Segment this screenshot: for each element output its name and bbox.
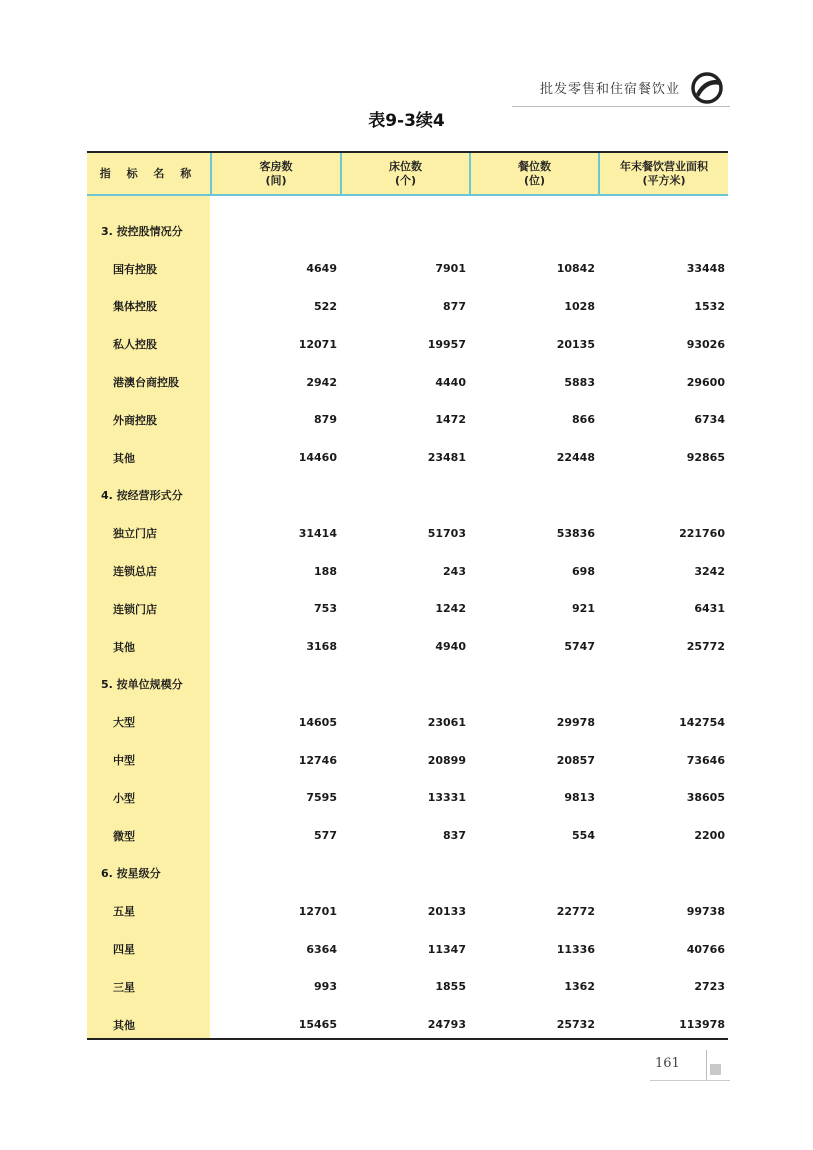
row-label: 连锁总店 [113,565,157,579]
table-bottom-rule [87,1038,728,1040]
row-label: 连锁门店 [113,602,157,616]
value-cell: 221760 [679,526,725,540]
section-label: 6. 按星级分 [101,867,161,881]
value-cell: 5747 [564,640,595,654]
value-cell: 3242 [694,564,725,578]
header-seats: 餐位数 (位) [469,153,598,196]
value-cell: 6431 [694,602,725,616]
value-cell: 51703 [427,526,466,540]
value-cell: 22772 [556,904,595,918]
value-cell: 24793 [427,1018,466,1032]
row-label: 大型 [113,716,135,730]
value-cell: 10842 [556,262,595,276]
value-cell: 25732 [556,1018,595,1032]
table-row [87,817,728,855]
row-label: 国有控股 [113,262,157,276]
value-cell: 6734 [694,413,725,427]
header-rooms: 客房数 (间) [210,153,340,196]
row-label: 小型 [113,791,135,805]
row-label: 外商控股 [113,413,157,427]
value-cell: 921 [572,602,595,616]
section-label: 4. 按经营形式分 [101,489,183,503]
value-cell: 22448 [556,451,595,465]
value-cell: 14460 [298,451,337,465]
value-cell: 4440 [435,375,466,389]
value-cell: 866 [572,413,595,427]
value-cell: 243 [443,564,466,578]
value-cell: 29600 [686,375,725,389]
value-cell: 837 [443,829,466,843]
value-cell: 31414 [298,526,337,540]
value-cell: 9813 [564,791,595,805]
table-row [87,741,728,779]
row-label: 五星 [113,905,135,919]
value-cell: 20857 [556,753,595,767]
page-number: 161 [655,1056,680,1071]
row-label: 其他 [113,1018,135,1032]
value-cell: 1532 [694,299,725,313]
value-cell: 11347 [427,942,466,956]
value-cell: 1362 [564,980,595,994]
row-label: 集体控股 [113,300,157,314]
table-row [87,590,728,628]
header-beds: 床位数 (个) [340,153,469,196]
value-cell: 12701 [298,904,337,918]
value-cell: 554 [572,829,595,843]
value-cell: 14605 [298,715,337,729]
value-cell: 2200 [694,829,725,843]
value-cell: 53836 [556,526,595,540]
stats-logo-icon [690,72,724,104]
section-name: 批发零售和住宿餐饮业 [540,82,681,97]
table-row [87,363,728,401]
table-row [87,628,728,666]
value-cell: 1028 [564,299,595,313]
table-row [87,288,728,326]
section-row [87,477,728,515]
value-cell: 12746 [298,753,337,767]
table-header [87,153,728,196]
row-label: 中型 [113,754,135,768]
table-row [87,514,728,552]
table-row [87,250,728,288]
value-cell: 113978 [679,1018,725,1032]
row-label: 微型 [113,829,135,843]
value-cell: 73646 [686,753,725,767]
value-cell: 1242 [435,602,466,616]
value-cell: 4940 [435,640,466,654]
section-label: 5. 按单位规模分 [101,678,183,692]
value-cell: 20133 [427,904,466,918]
value-cell: 6364 [306,942,337,956]
row-label: 港澳台商控股 [113,376,179,390]
row-label: 四星 [113,943,135,957]
row-label: 其他 [113,640,135,654]
table-row [87,703,728,741]
value-cell: 11336 [556,942,595,956]
value-cell: 2723 [694,980,725,994]
header-dining-area: 年末餐饮营业面积 (平方米) [598,153,728,196]
value-cell: 15465 [298,1018,337,1032]
value-cell: 4649 [306,262,337,276]
value-cell: 188 [314,564,337,578]
table-row [87,779,728,817]
value-cell: 99738 [686,904,725,918]
value-cell: 38605 [686,791,725,805]
value-cell: 13331 [427,791,466,805]
table-row [87,325,728,363]
value-cell: 142754 [679,715,725,729]
section-row [87,666,728,704]
table-body [87,196,728,1044]
table-row [87,439,728,477]
value-cell: 20135 [556,337,595,351]
running-header [540,72,730,104]
value-cell: 753 [314,602,337,616]
row-label: 独立门店 [113,527,157,541]
footer-rule-vertical [706,1050,707,1080]
value-cell: 7901 [435,262,466,276]
value-cell: 33448 [686,262,725,276]
data-table [87,151,728,1040]
value-cell: 698 [572,564,595,578]
table-row [87,968,728,1006]
table-row [87,892,728,930]
value-cell: 577 [314,829,337,843]
value-cell: 7595 [306,791,337,805]
section-label: 3. 按控股情况分 [101,224,183,238]
value-cell: 19957 [427,337,466,351]
table-title: 表9-3续4 [368,111,445,131]
table-row [87,401,728,439]
value-cell: 1472 [435,413,466,427]
row-label: 三星 [113,980,135,994]
row-label: 其他 [113,451,135,465]
value-cell: 40766 [686,942,725,956]
section-row [87,212,728,250]
value-cell: 1855 [435,980,466,994]
value-cell: 20899 [427,753,466,767]
value-cell: 23061 [427,715,466,729]
value-cell: 3168 [306,640,337,654]
footer-rule-horizontal [650,1080,730,1081]
footer-square [710,1064,721,1075]
section-row [87,855,728,893]
value-cell: 25772 [686,640,725,654]
value-cell: 993 [314,980,337,994]
value-cell: 12071 [298,337,337,351]
value-cell: 23481 [427,451,466,465]
value-cell: 5883 [564,375,595,389]
value-cell: 2942 [306,375,337,389]
value-cell: 29978 [556,715,595,729]
value-cell: 877 [443,299,466,313]
value-cell: 92865 [686,451,725,465]
value-cell: 522 [314,299,337,313]
table-row [87,552,728,590]
table-row [87,930,728,968]
row-label: 私人控股 [113,338,157,352]
value-cell: 879 [314,413,337,427]
value-cell: 93026 [686,337,725,351]
header-label: 指 标 名 称 [87,153,210,196]
